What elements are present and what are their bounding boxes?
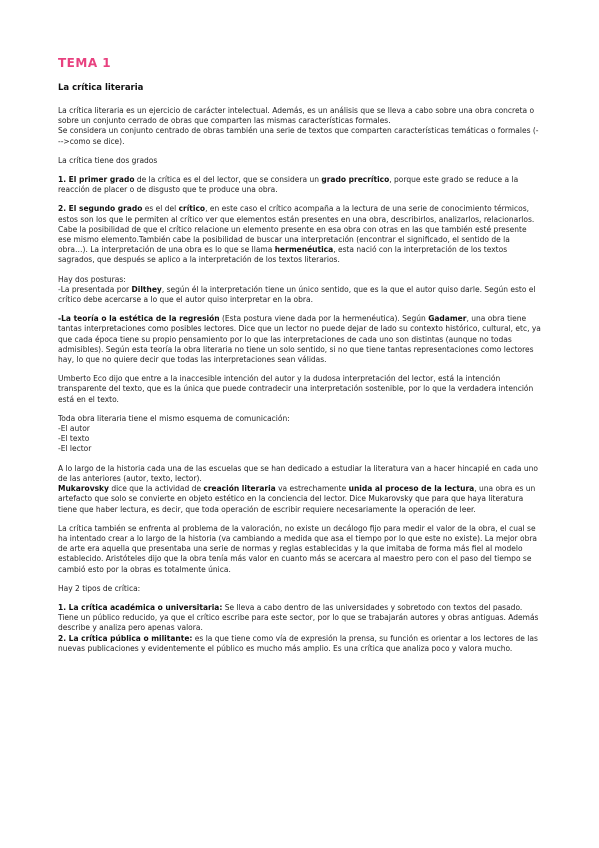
text: , según él la interpretación tiene un único sentido, que es la que el autor quiso darle. Según esto el crítico debe acercarse a lo que el autor quiso interpretar en la obra.	[58, 284, 536, 305]
paragraph-scheme	[58, 414, 541, 455]
section-title: TEMA 1	[58, 56, 112, 70]
paragraph-postures	[58, 275, 541, 306]
paragraph-types: Hay 2 tipos de crítica:	[58, 583, 141, 593]
bold-critico: crítico	[178, 204, 206, 214]
text: es el del	[142, 204, 179, 214]
text: de la crítica es el del lector, que se considera un	[134, 175, 322, 185]
paragraph-grades: La crítica tiene dos grados	[58, 155, 158, 165]
bold-precritico: grado precrítico	[321, 175, 390, 185]
bold-unida: unida al proceso de la lectura	[348, 484, 475, 494]
text: , una obra es un artefacto que solo se convierte en objeto estético en la conciencia del lector. Dice Mukarovsky que para que haya literatura tiene que haber lectura, es decir, que toda operación de escribir requiere necesariamente la operación de leer.	[58, 484, 536, 514]
paragraph-mukarovsky	[58, 464, 541, 515]
paragraph-regression	[58, 314, 541, 365]
text: , en este caso el crítico acompaña a la lectura de una serie de conocimiento térmicos, estos son los que le permiten al crítico ver que elementos están presentes en una obra, describirlos, analizarlos, relacionarlos. Cabe la posibilidad de que el crítico relacione un elemento presente en esa obra con otras en las que también esté presente ese mismo elemento.También cabe la posibilidad de buscar una interpretación (encontrar el significado, el sentido de la obra…). La interpretación de una obra es lo que se llama	[58, 204, 535, 255]
bold-gadamer: Gadamer	[428, 314, 467, 324]
scheme-author: -El autor	[58, 424, 90, 434]
text: (Esta postura viene dada por la hermenéutica). Según	[219, 314, 429, 324]
text: va estrechamente	[275, 484, 349, 494]
document-page	[58, 56, 541, 663]
paragraph-second-grade	[58, 204, 541, 265]
text: , porque este grado se reduce a la reacción de placer o de disgusto que te produce una obra.	[58, 175, 519, 195]
text: Se lleva a cabo dentro de las universidades y sobretodo con textos del pasado. Tiene un público reducido, ya que el crítico escribe para este sector, por lo que se trabajarán autores y obras antiguas. Además describe y analiza pero apenas valora.	[58, 602, 539, 633]
scheme-label: Toda obra literaria tiene el mismo esquema de comunicación:	[58, 413, 290, 423]
postures-label: Hay dos posturas:	[58, 274, 126, 284]
intro-text-2: Se considera un conjunto centrado de obras también una serie de textos que comparten características temáticas o formales (--->como se dice).	[58, 126, 539, 146]
text: es la que tiene como vía de expresión la prensa, su función es orientar a los lectores de las nuevas publicaciones y evidentemente el público es mucho más amplio. Es una crítica que analiza poco y valora mucho.	[58, 633, 538, 653]
subtitle: La crítica literaria	[58, 83, 144, 93]
bold-creacion: creación literaria	[203, 484, 276, 494]
intro-text-1: La crítica literaria es un ejercicio de carácter intelectual. Además, es un análisis que se lleva a cabo sobre una obra concreta o sobre un conjunto cerrado de obras que comparten las mismas características formales.	[58, 106, 535, 126]
paragraph-first-grade	[58, 175, 541, 195]
bold-hermeneutica: hermenéutica	[274, 245, 334, 255]
paragraph-types-list	[58, 603, 541, 654]
text: -La presentada por	[58, 284, 132, 294]
bold-academica: 1. La crítica académica o universitaria:	[58, 602, 223, 612]
bold-first-grade: 1. El primer grado	[58, 175, 135, 185]
scheme-reader: -El lector	[58, 444, 92, 454]
paragraph-valoracion: La crítica también se enfrenta al problema de la valoración, no existe un decálogo fijo para medir el valor de la obra, el cual se ha intentado crear a lo largo de la historia (va cambiando a medida que asa el tiempo por lo que este no existe). La mejor obra de arte era aquella que presentaba una serie de normas y reglas establecidas y la que imitaba de forma más fiel al modelo establecido. Aristóteles dijo que la obra tenía más valor en cuanto más se acercara al maestro pero con el paso del tiempo se cambió esto por la obras es totalmente única.	[58, 523, 538, 574]
bold-second-grade: 2. El segundo grado	[58, 204, 143, 214]
text: A lo largo de la historia cada una de las escuelas que se han dedicado a estudiar la literatura van a hacer hincapié en cada uno de las anteriores (autor, texto, lector).	[58, 463, 538, 483]
bold-dilthey: Dilthey	[131, 284, 162, 294]
text: , esta nació con la interpretación de los textos sagrados, que después se aplico a la interpretación de los textos literarios.	[58, 245, 508, 265]
bold-mukarovsky: Mukarovsky	[58, 484, 109, 494]
bold-publica: 2. La crítica pública o militante:	[58, 633, 193, 643]
text: , una obra tiene tantas interpretaciones como posibles lectores. Dice que un lector no puede dejar de lado su contexto histórico, cultural, etc, ya que cada época tiene su propio pensamiento por lo que las interpretaciones de cada uno son distintas (aunque no todas admisibles). Según esta teoría la obra literaria no tiene un solo sentido, si no que tiene tantas representaciones como lectores hay, lo que no quiere decir que todas las interpretaciones sean válidas.	[58, 314, 541, 365]
paragraph-eco: Umberto Eco dijo que entre a la inaccesible intención del autor y la dudosa interpretación del lector, está la intención transparente del texto, que es la única que puede contradecir una interpretación sostenible, por lo que la verdadera intención está en el texto.	[58, 374, 534, 404]
scheme-text: -El texto	[58, 434, 90, 444]
bold-regression: -La teoría o la estética de la regresión	[58, 314, 220, 324]
text: dice que la actividad de	[108, 484, 204, 494]
paragraph-intro	[58, 106, 541, 147]
